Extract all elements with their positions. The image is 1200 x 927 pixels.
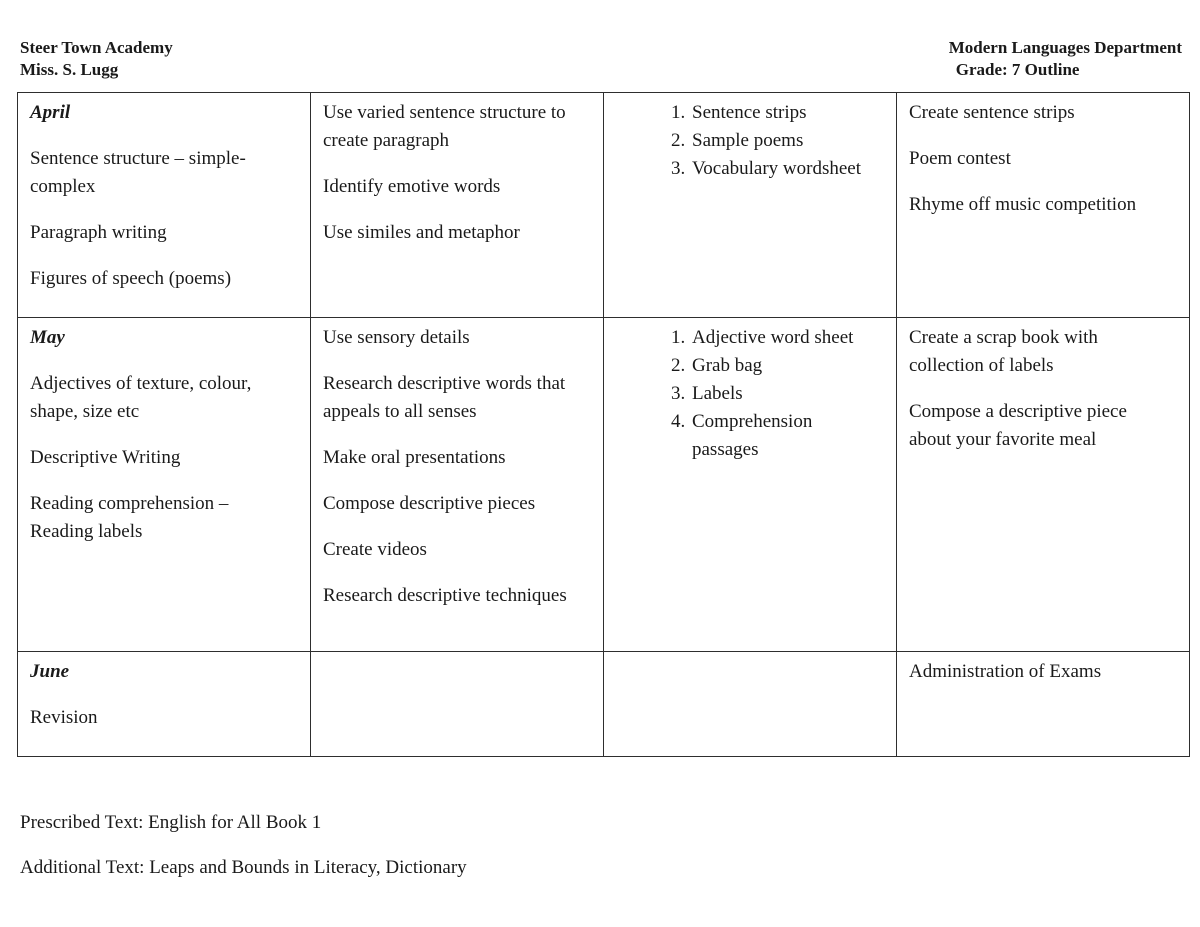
activity-text: Poem contest: [909, 148, 1011, 169]
objective-text: Compose descriptive pieces: [323, 493, 536, 514]
topic-text: Descriptive Writing: [30, 447, 181, 468]
activities-cell: [897, 93, 1190, 318]
objective-text: Identify emotive words: [323, 176, 501, 197]
objective-text: Research descriptive words that appeals to all senses: [323, 373, 566, 422]
activity-text: Create a scrap book with collection of labels: [909, 327, 1098, 376]
topics-cell: [18, 652, 311, 757]
objective-text: Create videos: [323, 539, 427, 560]
teacher-name: Miss. S. Lugg: [20, 60, 119, 79]
activity-text: Rhyme off music competition: [909, 194, 1137, 215]
objective-text: Use varied sentence structure to create paragraph: [323, 102, 566, 151]
activity-text: Administration of Exams: [909, 661, 1102, 682]
prescribed-text: Prescribed Text: English for All Book 1: [20, 812, 322, 833]
activity-text: Create sentence strips: [909, 102, 1075, 123]
objectives-cell: [311, 318, 604, 652]
topic-text: Reading comprehension – Reading labels: [30, 493, 229, 542]
header-left-block: [20, 37, 173, 81]
topic-text: Adjectives of texture, colour, shape, size etc: [30, 373, 252, 422]
material-item: 2. Grab bag: [690, 352, 880, 380]
material-item: 1. Adjective word sheet: [690, 324, 880, 352]
materials-cell: [604, 318, 897, 652]
topics-cell: [18, 318, 311, 652]
department-name: Modern Languages Department: [948, 38, 1182, 57]
document-header: [0, 0, 1200, 81]
objectives-cell: [311, 93, 604, 318]
objective-text: Research descriptive techniques: [323, 585, 567, 606]
activities-cell: [897, 318, 1190, 652]
activity-text: Compose a descriptive piece about your favorite meal: [909, 401, 1127, 450]
material-item: 3. Labels: [690, 380, 880, 408]
topic-text: Revision: [30, 707, 98, 728]
topic-text: Sentence structure – simple-complex: [30, 148, 246, 197]
curriculum-row-april: [18, 93, 1190, 318]
materials-list: [616, 99, 880, 183]
activities-cell: [897, 652, 1190, 757]
material-item: 4. Comprehension passages: [690, 408, 880, 464]
month-label: April: [30, 102, 71, 123]
curriculum-table: [17, 92, 1190, 757]
topic-text: Paragraph writing: [30, 222, 167, 243]
objective-text: Use sensory details: [323, 327, 470, 348]
topic-text: Figures of speech (poems): [30, 268, 232, 289]
month-label: June: [30, 661, 70, 682]
materials-cell: [604, 652, 897, 757]
curriculum-row-june: [18, 652, 1190, 757]
objective-text: Use similes and metaphor: [323, 222, 520, 243]
additional-text: Additional Text: Leaps and Bounds in Literacy, Dictionary: [20, 857, 467, 878]
material-item: 2. Sample poems: [690, 127, 880, 155]
grade-outline: Grade: 7 Outline: [955, 60, 1080, 79]
materials-list: [616, 324, 880, 464]
curriculum-table-body: [18, 93, 1190, 757]
school-name: Steer Town Academy: [20, 38, 173, 57]
document-footer: [0, 809, 1200, 882]
topics-cell: [18, 93, 311, 318]
material-item: 3. Vocabulary wordsheet: [690, 155, 880, 183]
objectives-cell: [311, 652, 604, 757]
material-item: 1. Sentence strips: [690, 99, 880, 127]
materials-cell: [604, 93, 897, 318]
curriculum-row-may: [18, 318, 1190, 652]
objective-text: Make oral presentations: [323, 447, 506, 468]
header-right-block: [949, 37, 1182, 81]
month-label: May: [30, 327, 65, 348]
